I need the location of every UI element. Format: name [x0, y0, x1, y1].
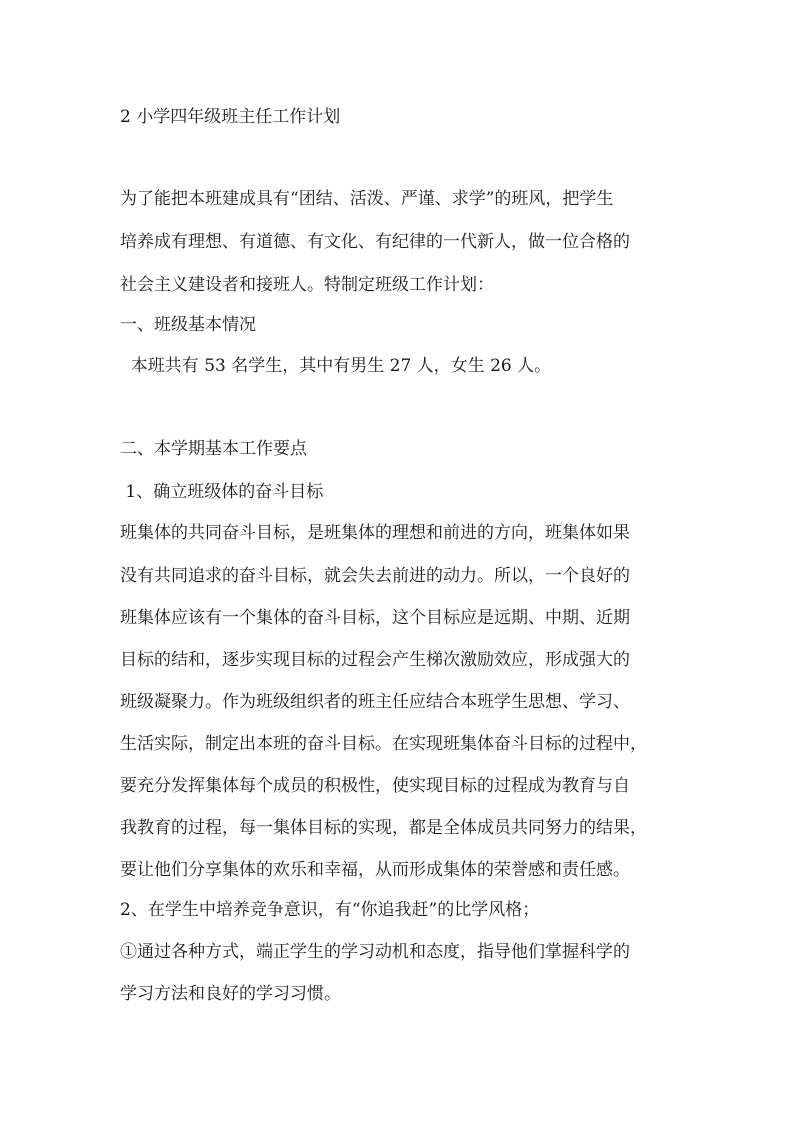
document-title: 2 小学四年级班主任工作计划 — [120, 107, 341, 127]
paragraph-line: 班集体的共同奋斗目标，是班集体的理想和前进的方向，班集体如果 — [120, 523, 630, 543]
subsection-heading: 2、在学生中培养竞争意识，有“你追我赶”的比学风格； — [120, 900, 540, 920]
section-heading: 二、本学期基本工作要点 — [120, 439, 307, 459]
paragraph-line: 学习方法和良好的学习习惯。 — [120, 984, 341, 1004]
paragraph-line: 培养成有理想、有道德、有文化、有纪律的一代新人，做一位合格的 — [120, 232, 630, 252]
paragraph-line: 目标的结和，逐步实现目标的过程会产生梯次激励效应，形成强大的 — [120, 650, 630, 670]
paragraph-line: 要让他们分享集体的欢乐和幸福，从而形成集体的荣誉感和责任感。 — [120, 860, 630, 880]
subsection-heading: 1、确立班级体的奋斗目标 — [120, 482, 324, 502]
paragraph-line: 社会主义建设者和接班人。特制定班级工作计划： — [120, 275, 494, 295]
section-heading: 一、班级基本情况 — [120, 315, 256, 335]
paragraph-line: 为了能把本班建成具有“团结、活泼、严谨、求学”的班风，把学生 — [120, 189, 614, 209]
paragraph-line: 没有共同追求的奋斗目标，就会失去前进的动力。所以，一个良好的 — [120, 566, 630, 586]
paragraph-line: 要充分发挥集体每个成员的积极性，使实现目标的过程成为教育与自 — [120, 776, 630, 796]
paragraph-line: ①通过各种方式，端正学生的学习动机和态度，指导他们掌握科学的 — [120, 942, 630, 962]
paragraph-line: 我教育的过程，每一集体目标的实现，都是全体成员共同努力的结果， — [120, 818, 647, 838]
paragraph-line: 生活实际，制定出本班的奋斗目标。在实现班集体奋斗目标的过程中， — [120, 734, 647, 754]
paragraph-line: 本班共有 53 名学生，其中有男生 27 人，女生 26 人。 — [120, 356, 552, 376]
paragraph-line: 班集体应该有一个集体的奋斗目标，这个目标应是远期、中期、近期 — [120, 608, 630, 628]
paragraph-line: 班级凝聚力。作为班级组织者的班主任应结合本班学生思想、学习、 — [120, 692, 630, 712]
